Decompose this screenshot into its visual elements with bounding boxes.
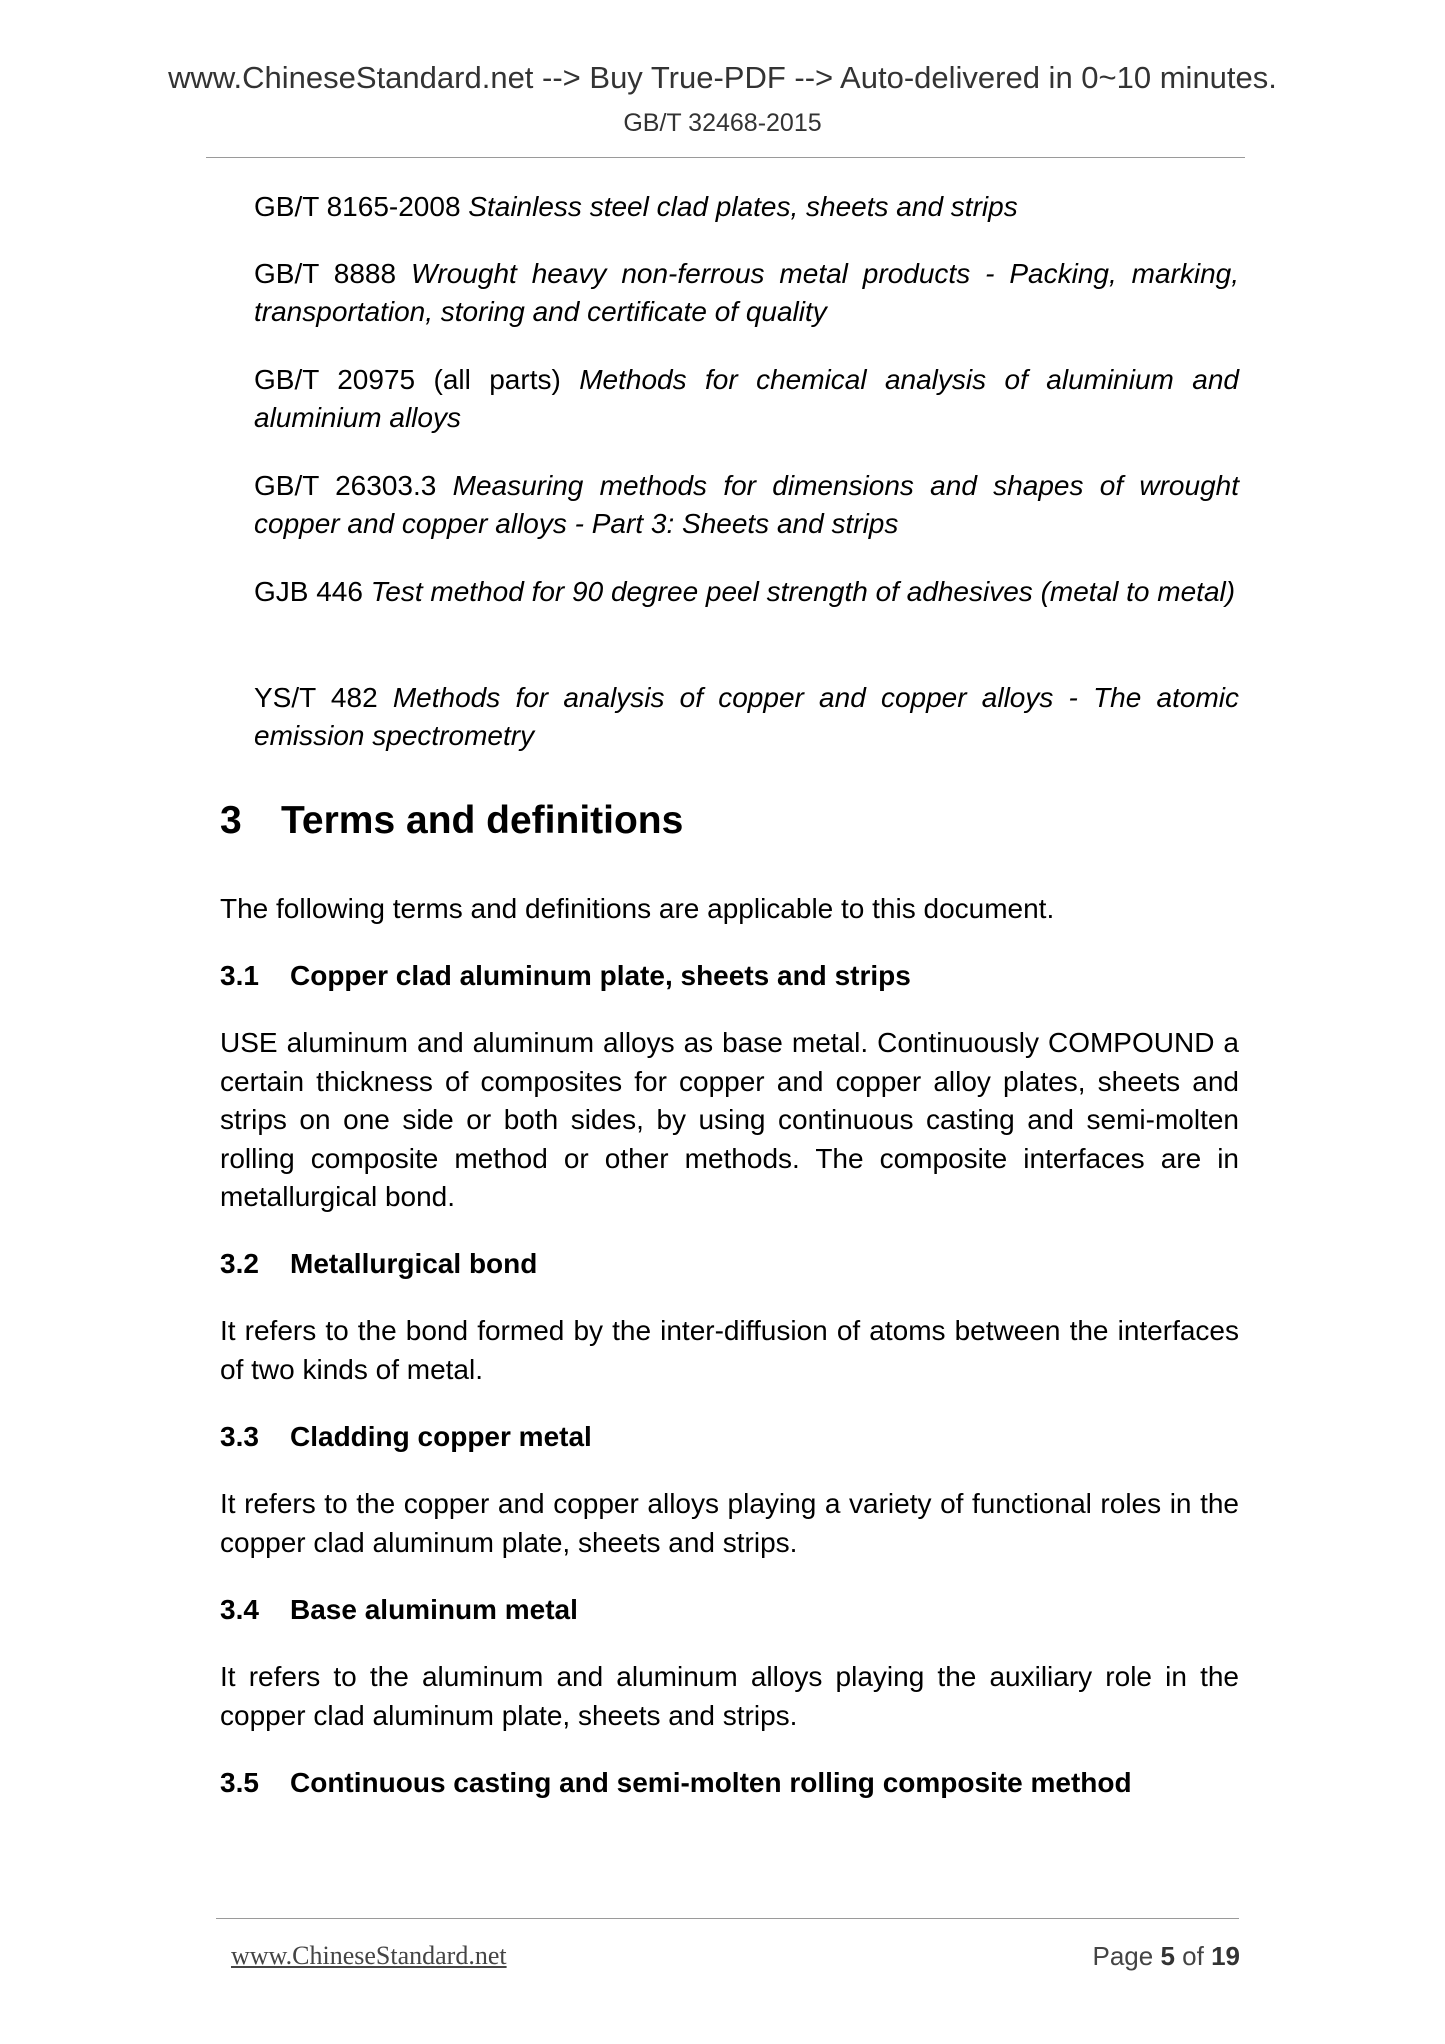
reference-title: Methods for chemical analysis of aluminium and aluminium alloys [254, 364, 1239, 433]
reference-item [254, 573, 1239, 611]
reference-item [254, 679, 1239, 755]
reference-code: GB/T 8165-2008 [254, 191, 461, 222]
term-title: Base aluminum metal [290, 1594, 578, 1625]
reference-title: Wrought heavy non-ferrous metal products - Packing, marking, transportation, storing and certificate of quality [254, 258, 1240, 327]
term-definition: It refers to the aluminum and aluminum alloys playing the auxiliary role in the copper clad aluminum plate, sheets and strips. [220, 1661, 1239, 1731]
reference-title: Stainless steel clad plates, sheets and strips [468, 191, 1018, 222]
document-code: GB/T 32468-2015 [623, 109, 822, 137]
header-divider [206, 157, 1245, 158]
term-title: Cladding copper metal [290, 1421, 592, 1452]
reference-code: YS/T 482 [254, 682, 378, 713]
page-word: Page [1092, 1941, 1154, 1971]
page-current: 5 [1160, 1941, 1175, 1971]
reference-item [254, 255, 1239, 331]
page-indicator [1092, 1939, 1240, 1973]
term-title: Continuous casting and semi-molten rolling composite method [290, 1767, 1132, 1798]
term-heading [220, 1764, 1132, 1802]
term-definition: It refers to the copper and copper alloys playing a variety of functional roles in the copper clad aluminum plate, sheets and strips. [220, 1488, 1239, 1558]
header-banner[interactable]: www.ChineseStandard.net --> Buy True-PDF --> Auto-delivered in 0~10 minutes. [168, 60, 1277, 95]
term-definition: It refers to the bond formed by the inter-diffusion of atoms between the interfaces of two kinds of metal. [220, 1315, 1239, 1385]
reference-title: Test method for 90 degree peel strength of adhesives (metal to metal) [370, 576, 1236, 607]
reference-code: GB/T 26303.3 [254, 470, 437, 501]
term-title: Metallurgical bond [290, 1248, 538, 1279]
term-heading [220, 957, 911, 995]
term-title: Copper clad aluminum plate, sheets and strips [290, 960, 911, 991]
reference-code: GB/T 8888 [254, 258, 397, 289]
term-heading [220, 1418, 592, 1456]
section-intro: The following terms and definitions are applicable to this document. [220, 893, 1055, 924]
term-heading [220, 1245, 537, 1283]
reference-title: Measuring methods for dimensions and shapes of wrought copper and copper alloys - Part 3: Sheets and strips [254, 470, 1240, 539]
reference-title: Methods for analysis of copper and copper alloys - The atomic emission spectrometry [254, 682, 1239, 751]
term-heading [220, 1591, 578, 1629]
term-number: 3.1 [220, 960, 259, 991]
page-total: 19 [1211, 1941, 1240, 1971]
term-number: 3.2 [220, 1248, 259, 1279]
term-number: 3.4 [220, 1594, 259, 1625]
reference-item [254, 361, 1239, 437]
term-number: 3.3 [220, 1421, 259, 1452]
term-number: 3.5 [220, 1767, 259, 1798]
section-number: 3 [220, 799, 242, 842]
footer-site-link[interactable]: www.ChineseStandard.net [231, 1941, 507, 1970]
page-of: of [1182, 1941, 1204, 1971]
term-definition: USE aluminum and aluminum alloys as base metal. Continuously COMPOUND a certain thickness of composites for copper and copper alloy plates, sheets and strips on one side or both sides, by using continuous casting and semi-molten rolling composite method or other methods. The composite interfaces are in metallurgical bond. [220, 1027, 1239, 1212]
reference-code: GJB 446 [254, 576, 363, 607]
reference-item [254, 467, 1239, 543]
section-heading [220, 796, 683, 846]
footer-divider [216, 1918, 1239, 1919]
reference-code: GB/T 20975 (all parts) [254, 364, 561, 395]
reference-item [254, 188, 1239, 226]
section-title: Terms and definitions [281, 799, 684, 842]
